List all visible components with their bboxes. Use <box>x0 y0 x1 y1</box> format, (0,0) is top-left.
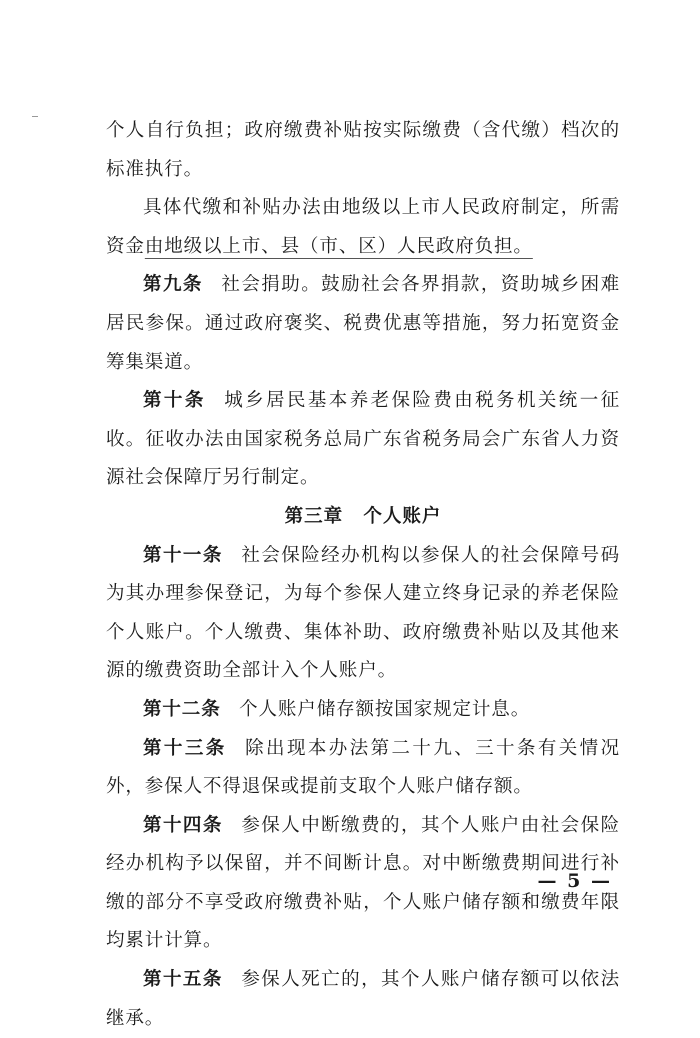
document-body <box>106 112 620 1038</box>
chapter-number: 第三章 <box>284 505 344 527</box>
article-12 <box>106 691 620 730</box>
paragraph-continuation: 个人自行负担；政府缴费补贴按实际缴费（含代缴）档次的标准执行。 <box>106 120 620 180</box>
article-12-text: 个人账户储存额按国家规定计息。 <box>239 698 531 720</box>
chapter-title: 个人账户 <box>363 505 442 527</box>
article-13-label: 第十三条 <box>143 737 227 759</box>
margin-mark <box>32 116 38 117</box>
article-11-label: 第十一条 <box>143 544 223 566</box>
article-15 <box>106 961 620 1038</box>
article-10-text: 城乡居民基本养老保险费由税务机关统一征收。征收办法由国家税务总局广东省税务局会广东省人力资源社会保障厅另行制定。 <box>106 390 620 489</box>
paragraph-subsidy-rules-line1: 具体代缴和补贴办法由地级以上市人民政府制定，所需资金 <box>106 197 620 257</box>
article-13 <box>106 730 620 807</box>
article-10-label: 第十条 <box>143 390 206 412</box>
article-11 <box>106 537 620 691</box>
article-10 <box>106 382 620 498</box>
article-12-label: 第十二条 <box>143 698 221 720</box>
article-15-text: 参保人死亡的，其个人账户储存额可以依法继承。 <box>106 969 620 1029</box>
article-14-label: 第十四条 <box>143 814 223 836</box>
article-9 <box>106 266 620 382</box>
article-13-text: 除出现本办法第二十九、三十条有关情况外，参保人不得退保或提前支取个人账户储存额。 <box>106 737 620 798</box>
paragraph-subsidy-rules-line2: 由地级以上市、县（市、区）人民政府负担。 <box>144 235 533 257</box>
article-9-text: 社会捐助。鼓励社会各界捐款，资助城乡困难居民参保。通过政府褒奖、税费优惠等措施，努力拓宽资金筹集渠道。 <box>106 274 620 373</box>
page-number: — 5 — <box>537 870 612 892</box>
article-9-label: 第九条 <box>143 274 203 296</box>
article-15-label: 第十五条 <box>143 969 223 991</box>
chapter-heading <box>106 498 620 537</box>
paragraph-subsidy-rules <box>106 189 620 266</box>
article-14-text: 参保人中断缴费的，其个人账户由社会保险经办机构予以保留，并不间断计息。对中断缴费期间进行补缴的部分不享受政府缴费补贴，个人账户储存额和缴费年限均累计计算。 <box>106 814 620 952</box>
article-11-text: 社会保险经办机构以参保人的社会保障号码为其办理参保登记，为每个参保人建立终身记录的养老保险个人账户。个人缴费、集体补助、政府缴费补贴以及其他来源的缴费资助全部计入个人账户。 <box>106 544 620 682</box>
